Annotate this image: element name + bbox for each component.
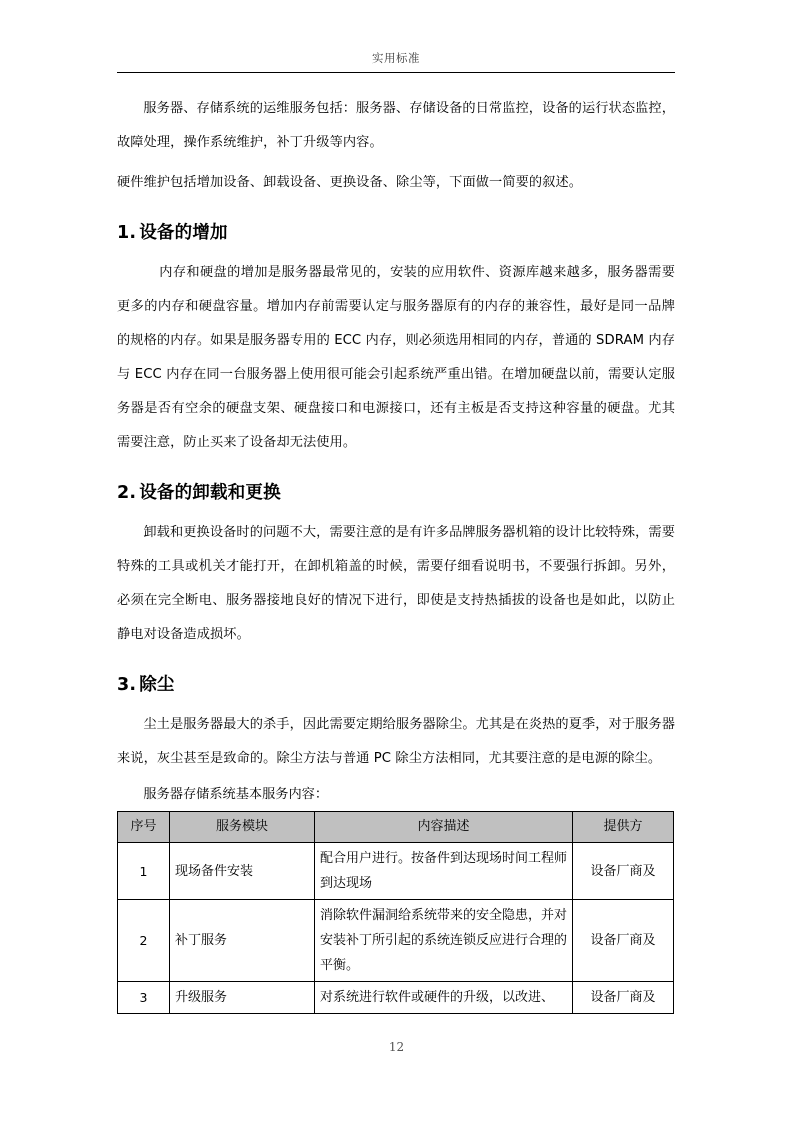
table-head bbox=[118, 812, 674, 843]
cell-provider: 设备厂商及 bbox=[573, 982, 674, 1014]
heading-section-1 bbox=[117, 218, 675, 248]
table-header-description: 内容描述 bbox=[315, 812, 573, 843]
table-header-row bbox=[118, 812, 674, 843]
table-header-provider: 提供方 bbox=[573, 812, 674, 843]
service-content-table bbox=[117, 811, 674, 1014]
document-body bbox=[117, 92, 675, 1014]
cell-description: 配合用户进行。按备件到达现场时间工程师到达现场 bbox=[315, 843, 573, 900]
paragraph-section-2-body: 卸载和更换设备时的问题不大，需要注意的是有许多品牌服务器机箱的设计比较特殊，需要特殊的工具或机关才能打开，在卸机箱盖的时候，需要仔细看说明书，不要强行拆卸。另外，必须在完全断电、服务器接地良好的情况下进行，即使是支持热插拔的设备也是如此，以防止静电对设备造成损坏。 bbox=[117, 525, 675, 642]
heading-title-1: 设备的增加 bbox=[139, 223, 228, 243]
heading-title-2: 设备的卸载和更换 bbox=[139, 483, 281, 503]
paragraph-intro-2: 硬件维护包括增加设备、卸载设备、更换设备、除尘等，下面做一简要的叙述。 bbox=[117, 175, 583, 190]
cell-module: 现场备件安装 bbox=[170, 843, 315, 900]
running-header: 实用标准 bbox=[372, 51, 420, 65]
header-divider-rule bbox=[117, 72, 675, 73]
cell-description: 对系统进行软件或硬件的升级，以改进、 bbox=[315, 982, 573, 1014]
cell-index: 2 bbox=[118, 900, 170, 982]
cell-index: 1 bbox=[118, 843, 170, 900]
cell-module: 补丁服务 bbox=[170, 900, 315, 982]
heading-number-3: 3. bbox=[117, 675, 137, 695]
heading-number-1: 1. bbox=[117, 223, 137, 243]
page-number: 12 bbox=[388, 1040, 405, 1054]
cell-provider: 设备厂商及 bbox=[573, 900, 674, 982]
cell-description: 消除软件漏洞给系统带来的安全隐患，并对安装补丁所引起的系统连锁反应进行合理的平衡。 bbox=[315, 900, 573, 982]
table-header-index: 序号 bbox=[118, 812, 170, 843]
cell-module: 升级服务 bbox=[170, 982, 315, 1014]
heading-section-3 bbox=[117, 670, 675, 700]
table-caption: 服务器存储系统基本服务内容： bbox=[143, 787, 329, 802]
table-row bbox=[118, 982, 674, 1014]
table-row bbox=[118, 900, 674, 982]
cell-provider: 设备厂商及 bbox=[573, 843, 674, 900]
heading-title-3: 除尘 bbox=[139, 675, 175, 695]
heading-number-2: 2. bbox=[117, 483, 137, 503]
table-body bbox=[118, 843, 674, 1014]
paragraph-section-1-body: 内存和硬盘的增加是服务器最常见的，安装的应用软件、资源库越来越多，服务器需要更多的内存和硬盘容量。增加内存前需要认定与服务器原有的内存的兼容性，最好是同一品牌的规格的内存。如果是服务器专用的 ECC 内存，则必须选用相同的内存，普通的 SDRAM 内存与 ECC 内存在同一台服务器上使用很可能会引起系统严重出错。在增加硬盘以前，需要认定服务器是否有空余的硬盘支架、硬盘接口和电源接口，还有主板是否支持这种容量的硬盘。尤其需要注意，防止买来了设备却无法使用。 bbox=[117, 265, 675, 450]
paragraph-intro-1: 服务器、存储系统的运维服务包括：服务器、存储设备的日常监控，设备的运行状态监控，故障处理，操作系统维护，补丁升级等内容。 bbox=[117, 101, 675, 150]
paragraph-section-3-body: 尘土是服务器最大的杀手，因此需要定期给服务器除尘。尤其是在炎热的夏季，对于服务器来说，灰尘甚至是致命的。除尘方法与普通 PC 除尘方法相同，尤其要注意的是电源的除尘。 bbox=[117, 717, 675, 766]
table-header-module: 服务模块 bbox=[170, 812, 315, 843]
heading-section-2 bbox=[117, 478, 675, 508]
cell-index: 3 bbox=[118, 982, 170, 1014]
table-row bbox=[118, 843, 674, 900]
